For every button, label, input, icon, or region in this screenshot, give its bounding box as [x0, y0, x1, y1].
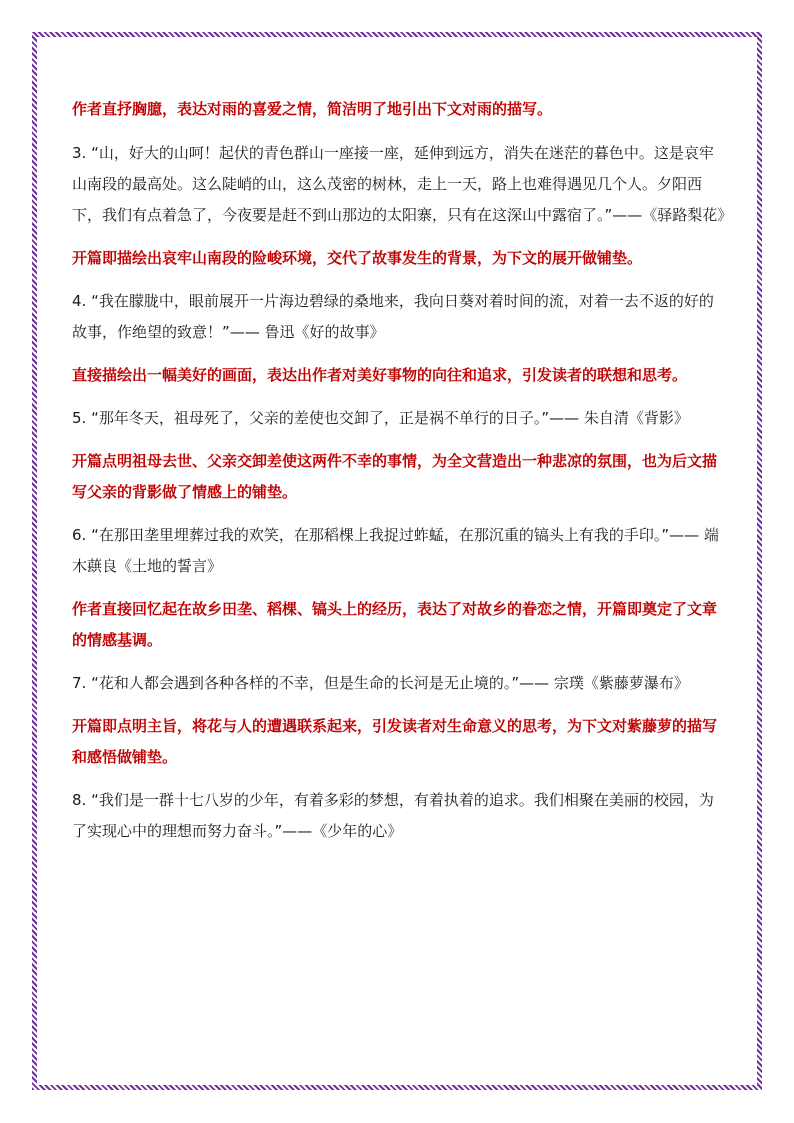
note-4: 直接描绘出一幅美好的画面，表达出作者对美好事物的向往和追求，引发读者的联想和思考。 [72, 366, 688, 384]
note-7: 开篇即点明主旨，将花与人的遭遇联系起来，引发读者对生命意义的思考，为下文对紫藤萝的描写和感悟做铺垫。 [72, 717, 718, 766]
quote-4: 4. “我在朦胧中，眼前展开一片海边碧绿的桑地来，我向日葵对着时间的流，对着一去不返的好的故事，作绝望的致意！”—— 鲁迅《好的故事》 [72, 292, 714, 341]
intro-note: 作者直抒胸臆，表达对雨的喜爱之情，简洁明了地引出下文对雨的描写。 [72, 100, 553, 118]
note-5: 开篇点明祖母去世、父亲交卸差使这两件不幸的事情，为全文营造出一种悲凉的氛围，也为后文描写父亲的背影做了情感上的铺垫。 [72, 452, 718, 501]
quote-7: 7. “花和人都会遇到各种各样的不幸，但是生命的长河是无止境的。”—— 宗璞《紫藤萝瀑布》 [72, 674, 689, 692]
quote-5: 5. “那年冬天，祖母死了，父亲的差使也交卸了，正是祸不单行的日子。”—— 朱自清《背影》 [72, 409, 689, 427]
note-3: 开篇即描绘出哀牢山南段的险峻环境，交代了故事发生的背景，为下文的展开做铺垫。 [72, 249, 643, 267]
quote-6: 6. “在那田垄里埋葬过我的欢笑，在那稻棵上我捉过蚱蜢，在那沉重的镐头上有我的手印。”—— 端木蕻良《土地的誓言》 [72, 526, 719, 575]
document-body [72, 94, 733, 859]
quote-3: 3. “山，好大的山呵！起伏的青色群山一座接一座，延伸到远方，消失在迷茫的暮色中。这是哀牢山南段的最高处。这么陡峭的山，这么茂密的树林，走上一天，路上也难得遇见几个人。夕阳西下，我们有点着急了，今夜要是赶不到山那边的太阳寨，只有在这深山中露宿了。”——《驿路梨花》 [72, 144, 733, 224]
note-6: 作者直接回忆起在故乡田垄、稻棵、镐头上的经历，表达了对故乡的眷恋之情，开篇即奠定了文章的情感基调。 [72, 600, 718, 649]
quote-8: 8. “我们是一群十七八岁的少年，有着多彩的梦想，有着执着的追求。我们相聚在美丽的校园，为了实现心中的理想而努力奋斗。”——《少年的心》 [72, 791, 714, 840]
